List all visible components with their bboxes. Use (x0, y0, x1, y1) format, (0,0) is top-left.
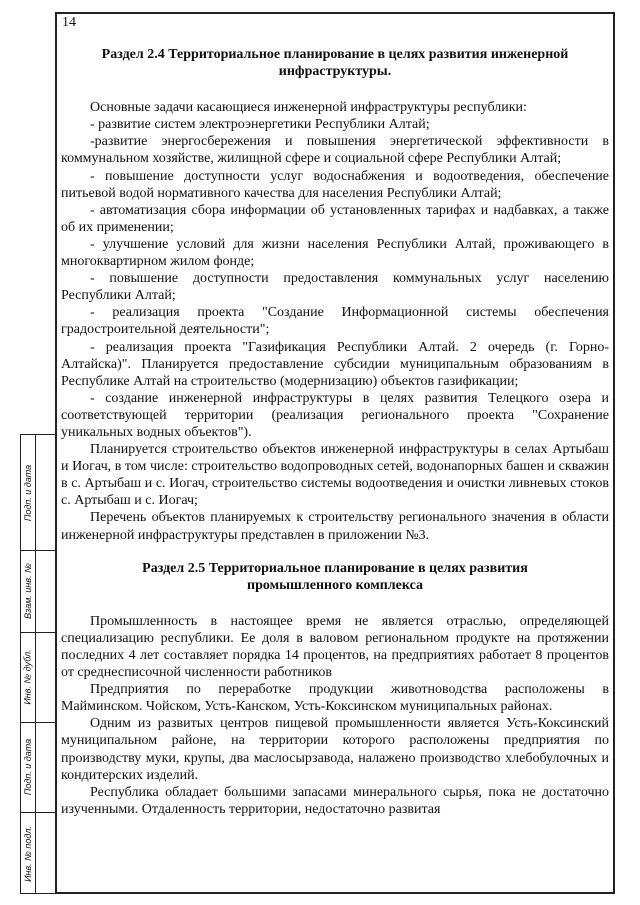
stamp-label-original-inv: Инв. № подл. (23, 825, 34, 882)
stamp-label-replacement-inv: Взам. инв. № (23, 563, 34, 619)
list-item: - развитие систем электроэнергетики Республики Алтай; (90, 117, 430, 133)
list-item: - повышение доступности предоставления коммунальных услуг населению Республики Алтай; (61, 271, 609, 304)
margin-stamp-strip (20, 434, 56, 894)
paragraph: Республика обладает большими запасами минерального сырья, пока не достаточно изученными. Отдаленность территории, недостаточно развитая (61, 784, 609, 817)
paragraph: Основные задачи касающиеся инженерной инфраструктуры республики: (90, 100, 527, 116)
page-number: 14 (62, 15, 76, 30)
list-item: - реализация проекта "Газификация Республики Алтай. 2 очередь (г. Горно-Алтайска)". Планируется предоставление субсидии муниципальным образованиям в Республике Алтай на строительство (модернизацию) объектов газификации; (61, 339, 609, 389)
paragraph: Перечень объектов планируемых к строительству регионального значения в области инженерной инфраструктуры представлен в приложении №3. (61, 510, 609, 543)
list-item: - повышение доступности услуг водоснабжения и водоотведения, обеспечение питьевой водой нормативного качества для населения Республики Алтай; (61, 168, 609, 201)
stamp-column-divider (35, 435, 36, 893)
paragraph: Предприятия по переработке продукции животноводства расположены в Майминском. Чойском, Усть-Канском, Усть-Коксинском муниципальных районах. (61, 682, 609, 715)
list-item: -развитие энергосбережения и повышения энергетической эффективности в коммунальном хозяйстве, жилищной сфере и социальной сфере Республики Алтай; (61, 134, 609, 167)
section-2-4-heading: Раздел 2.4 Территориальное планирование в целях развития инженерной инфраструктуры. (101, 47, 569, 80)
stamp-label-duplicate-inv: Инв. № дубл. (23, 649, 34, 705)
list-item: - реализация проекта "Создание Информационной системы обеспечения градостроительной деятельности"; (61, 305, 609, 338)
paragraph: Промышленность в настоящее время не является отраслью, определяющей специализацию республики. Ее доля в валовом региональном продукте на протяжении последних 4 лет составляет порядка 14 процентов, на предприятиях работает 8 процентов от среднесписочной численности работников (61, 613, 609, 681)
paragraph: Одним из развитых центров пищевой промышленности является Усть-Коксинский муниципальном районе, на территории которого расположены предприятия по производству муки, крупы, два маслосырзавода, налажено производство хлебобулочных и кондитерских изделий. (61, 716, 609, 783)
list-item: - автоматизация сбора информации об установленных тарифах и надбавках, а также об их применении; (61, 202, 609, 235)
stamp-label-sign-date-2: Подп. и дата (23, 738, 33, 796)
document-body (61, 46, 609, 818)
section-2-5-heading: Раздел 2.5 Территориальное планирование в целях развития промышленного комплекса (142, 560, 528, 593)
list-item: - улучшение условий для жизни населения Республики Алтай, проживающего в многоквартирном жилом фонде; (61, 236, 609, 270)
stamp-label-sign-date: Подп. и дата (23, 464, 33, 521)
list-item: - создание инженерной инфраструктуры в целях развития Телецкого озера и соответствующей территории (реализация регионального проекта "Сохранение уникальных водных объектов"). (61, 390, 609, 440)
paragraph: Планируется строительство объектов инженерной инфраструктуры в селах Артыбаш и Иогач, в том числе: строительство водопроводных сетей, водонапорных башен и скважин в с. Артыбаш и с. Иогач, строительство системы водоотведения и очистки ливневых стоков с. Артыбаш и с. Иогач; (61, 442, 609, 509)
